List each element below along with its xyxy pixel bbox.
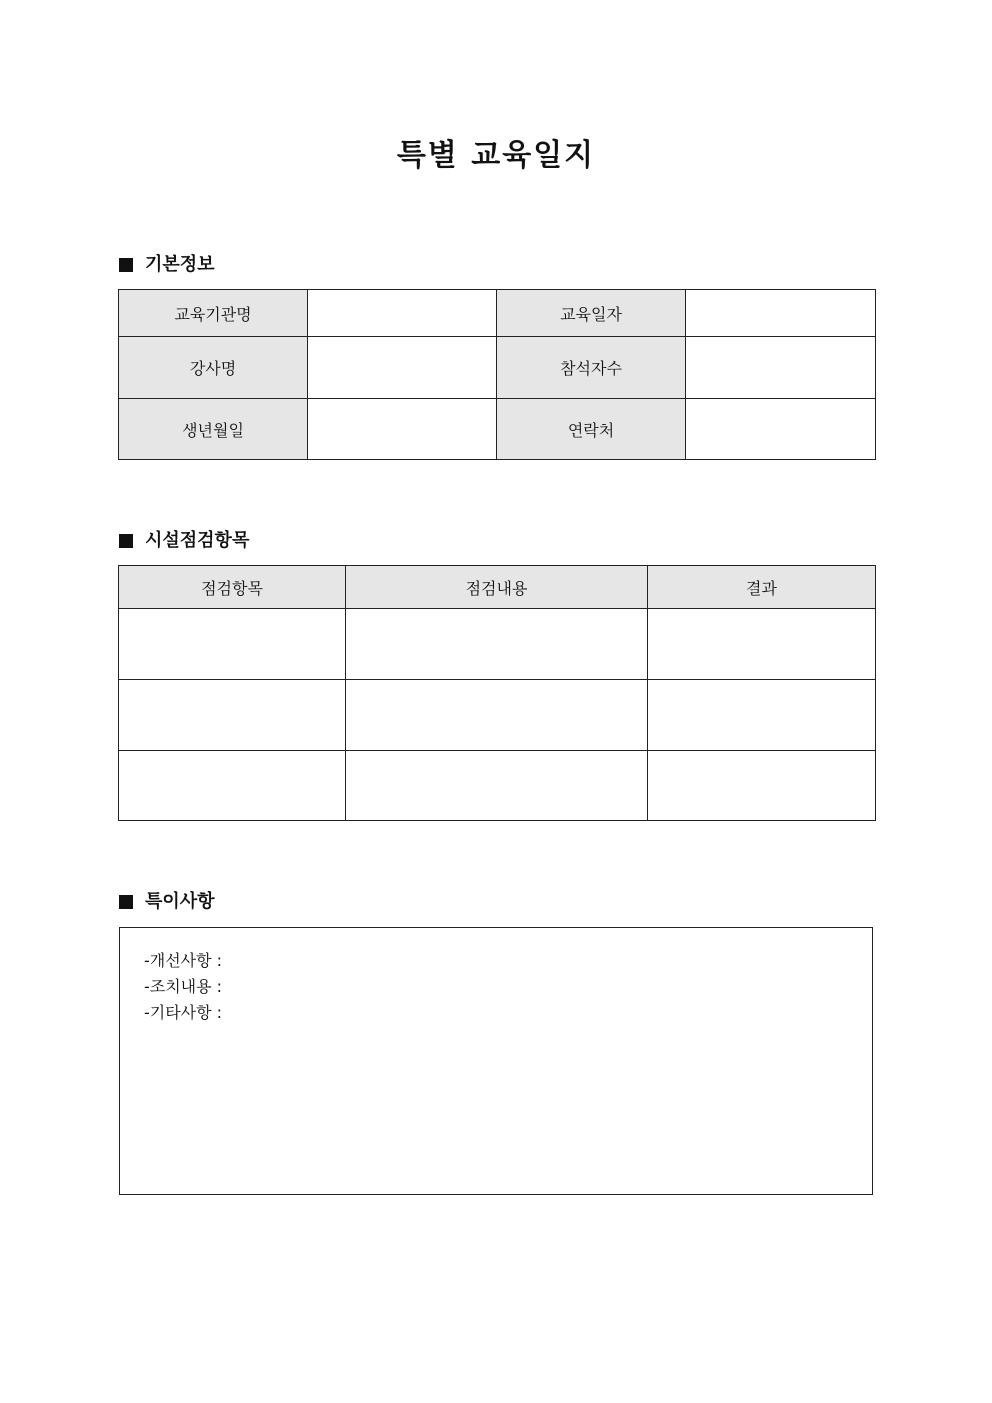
instructor-name-field[interactable]: [308, 337, 497, 399]
inspection-item-cell[interactable]: [119, 680, 346, 751]
inspection-result-cell[interactable]: [648, 751, 876, 821]
label-attendee-count: 참석자수: [497, 337, 686, 399]
education-date-field[interactable]: [686, 290, 876, 337]
column-header-result: 결과: [648, 566, 876, 609]
column-header-content: 점검내용: [346, 566, 648, 609]
square-bullet-icon: [119, 534, 133, 548]
table-row: [119, 399, 876, 460]
table-row: [119, 609, 876, 680]
inspection-result-cell[interactable]: [648, 609, 876, 680]
inspection-table: [118, 565, 876, 821]
remark-improvements: -개선사항 :: [144, 951, 223, 970]
square-bullet-icon: [119, 895, 133, 909]
remarks-heading-label: 특이사항: [145, 891, 215, 912]
basic-info-table: [118, 289, 876, 460]
label-instructor-name: 강사명: [119, 337, 308, 399]
table-row: [119, 680, 876, 751]
inspection-content-cell[interactable]: [346, 609, 648, 680]
table-row: [119, 751, 876, 821]
table-header-row: [119, 566, 876, 609]
label-institution-name: 교육기관명: [119, 290, 308, 337]
remarks-heading: [119, 890, 215, 914]
inspection-result-cell[interactable]: [648, 680, 876, 751]
label-education-date: 교육일자: [497, 290, 686, 337]
label-contact: 연락처: [497, 399, 686, 460]
remark-other: -기타사항 :: [144, 1003, 223, 1022]
inspection-content-cell[interactable]: [346, 680, 648, 751]
table-row: [119, 290, 876, 337]
inspection-heading-label: 시설점검항목: [145, 530, 250, 551]
inspection-heading: [119, 529, 249, 553]
basic-info-heading-label: 기본정보: [145, 254, 215, 275]
table-row: [119, 337, 876, 399]
inspection-content-cell[interactable]: [346, 751, 648, 821]
inspection-item-cell[interactable]: [119, 751, 346, 821]
institution-name-field[interactable]: [308, 290, 497, 337]
remarks-box[interactable]: [119, 927, 873, 1195]
contact-field[interactable]: [686, 399, 876, 460]
attendee-count-field[interactable]: [686, 337, 876, 399]
column-header-item: 점검항목: [119, 566, 346, 609]
label-birth-date: 생년월일: [119, 399, 308, 460]
basic-info-heading: [119, 253, 215, 277]
square-bullet-icon: [119, 258, 133, 272]
remark-actions: -조치내용 :: [144, 977, 223, 996]
page-title: 특별 교육일지: [396, 138, 596, 173]
inspection-item-cell[interactable]: [119, 609, 346, 680]
birth-date-field[interactable]: [308, 399, 497, 460]
